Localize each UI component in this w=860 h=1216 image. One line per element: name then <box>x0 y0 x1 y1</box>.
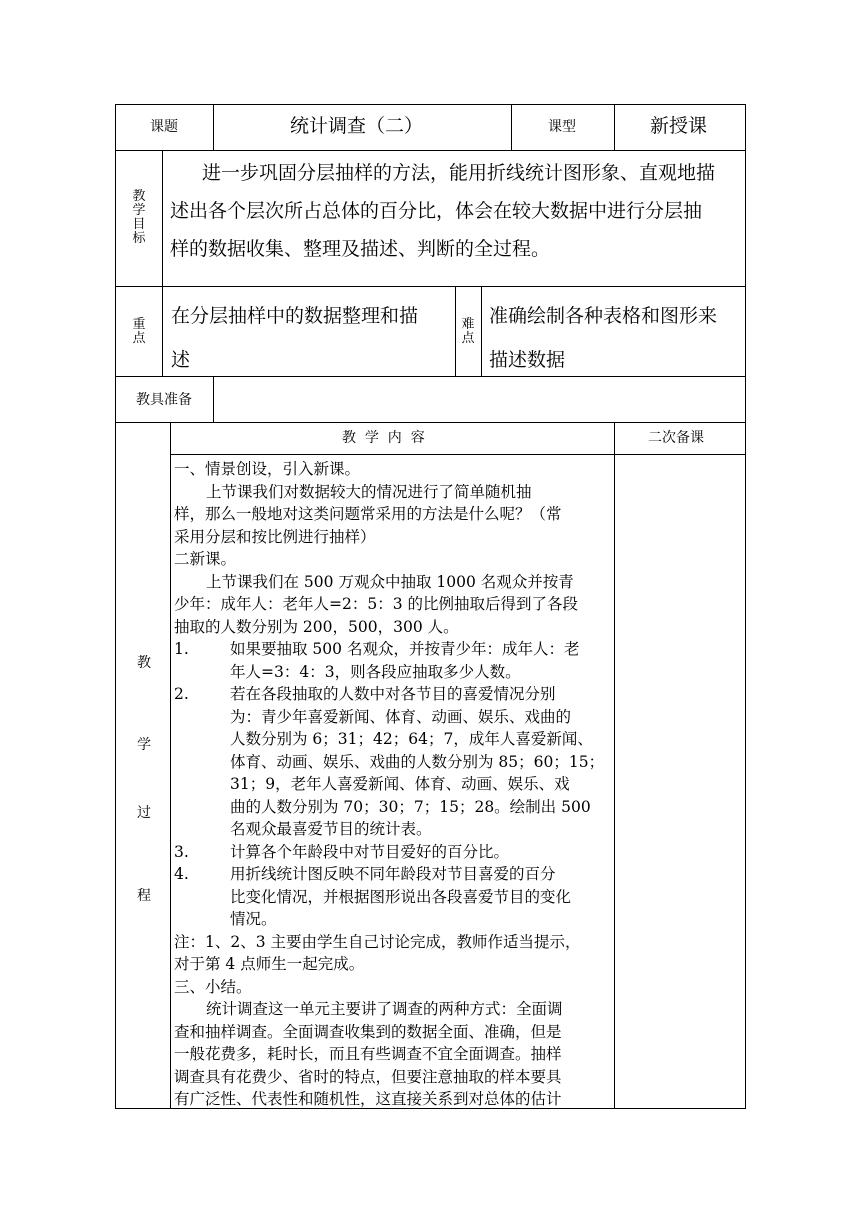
key-point-line: 在分层抽样中的数据整理和描 <box>171 305 419 327</box>
key-point-line: 述 <box>171 349 191 371</box>
process-line: 上节课我们在 500 万观众中抽取 1000 名观众并按青 <box>206 572 574 591</box>
difficulty-label <box>460 318 476 346</box>
difficulty-line: 准确绘制各种表格和图形来 <box>489 305 718 327</box>
process-line <box>174 863 610 886</box>
topic-label: 课题 <box>150 119 178 135</box>
goal-line: 进一步巩固分层抽样的方法，能用折线统计图形象、直观地描 <box>202 162 716 184</box>
process-line: 一、情景创设，引入新课。 <box>174 460 361 478</box>
item-text: 计算各个年龄段中对节目爱好的百分比。 <box>230 842 510 861</box>
process-line: 名观众最喜爱节目的统计表。 <box>230 820 432 838</box>
item-text: 如果要抽取 500 名观众，并按青少年：成年人：老 <box>230 640 580 658</box>
process-line: 三、小结。 <box>174 977 252 996</box>
goal-line: 样的数据收集、整理及描述、判断的全过程。 <box>170 238 551 260</box>
process-line <box>174 683 610 706</box>
item-text: 若在各段抽取的人数中对各节目的喜爱情况分别 <box>230 685 556 703</box>
process-line: 采用分层和按比例进行抽样） <box>174 527 376 546</box>
process-line: 年人=3：4：3，则各段应抽取多少人数。 <box>230 662 521 681</box>
process-label-char: 程 <box>137 888 151 904</box>
notes-header: 二次备课 <box>648 430 704 446</box>
item-number: 2. <box>174 685 189 703</box>
goal-text <box>170 158 740 264</box>
process-line: 二新课。 <box>174 550 237 568</box>
item-number: 4. <box>174 865 189 883</box>
process-line <box>174 638 610 661</box>
process-line: 体育、动画、娱乐、戏曲的人数分别为 85；60；15； <box>230 752 605 771</box>
difficulty-line: 描述数据 <box>489 349 566 371</box>
process-label-char: 学 <box>137 737 151 753</box>
goal-label <box>131 190 147 246</box>
vertical-label-char: 目 <box>132 217 146 232</box>
topic-value: 统计调查（二） <box>290 115 424 137</box>
vertical-label-char: 教 <box>132 189 146 204</box>
item-number: 1. <box>174 640 189 658</box>
item-number: 3. <box>174 842 189 861</box>
process-line: 少年：成年人：老年人=2：5：3 的比例抽取后得到了各段 <box>174 595 579 613</box>
item-text: 用折线统计图反映不同年龄段对节目喜爱的百分 <box>230 865 556 883</box>
vertical-label-char: 点 <box>132 331 146 346</box>
difficulty-text <box>489 294 739 382</box>
process-line: 查和抽样调查。全面调查收集到的数据全面、准确，但是 <box>174 1022 562 1041</box>
process-line: 情况。 <box>230 910 277 928</box>
process-line: 31；9，老年人喜爱新闻、体育、动画、娱乐、戏 <box>230 775 570 793</box>
process-line: 上节课我们对数据较大的情况进行了简单随机抽 <box>206 482 532 501</box>
process-line: 调查具有花费少、省时的特点，但要注意抽取的样本要具 <box>174 1067 562 1086</box>
process-line: 一般花费多，耗时长，而且有些调查不宜全面调查。抽样 <box>174 1045 562 1063</box>
process-line: 为：青少年喜爱新闻、体育、动画、娱乐、戏曲的 <box>230 707 572 726</box>
lesson-type-label: 课型 <box>548 119 576 135</box>
process-line: 抽取的人数分别为 200，500，300 人。 <box>174 617 459 636</box>
process-line: 对于第 4 点师生一起完成。 <box>174 955 365 973</box>
process-line: 注：1、2、3 主要由学生自己讨论完成，教师作适当提示， <box>174 932 581 951</box>
process-line: 比变化情况，并根据图形说出各段喜爱节目的变化 <box>230 887 572 906</box>
lesson-type-value: 新授课 <box>650 115 708 137</box>
key-point-text <box>171 294 451 382</box>
process-line: 样，那么一般地对这类问题常采用的方法是什么呢？（常 <box>174 505 562 523</box>
vertical-label-char: 点 <box>461 331 475 346</box>
vertical-label-char: 学 <box>132 203 146 218</box>
process-label-char: 教 <box>137 655 151 671</box>
process-line <box>174 841 610 864</box>
content-header: 教 学 内 容 <box>342 430 425 446</box>
key-point-label <box>131 318 147 346</box>
goal-line: 述出各个层次所占总体的百分比，体会在较大数据中进行分层抽 <box>170 200 703 222</box>
process-content <box>174 458 610 1111</box>
process-label-char: 过 <box>137 805 151 821</box>
vertical-label-char: 标 <box>132 231 146 246</box>
process-line: 曲的人数分别为 70；30；7；15；28。绘制出 500 <box>230 797 591 816</box>
vertical-label-char: 难 <box>461 317 475 332</box>
vertical-label-char: 重 <box>132 317 146 332</box>
process-line: 统计调查这一单元主要讲了调查的两种方式：全面调 <box>206 1000 563 1018</box>
tools-label: 教具准备 <box>136 392 192 408</box>
process-line: 有广泛性、代表性和随机性，这直接关系到对总体的估计 <box>174 1090 562 1108</box>
process-line: 人数分别为 6；31；42；64；7，成年人喜爱新闻、 <box>230 730 593 748</box>
